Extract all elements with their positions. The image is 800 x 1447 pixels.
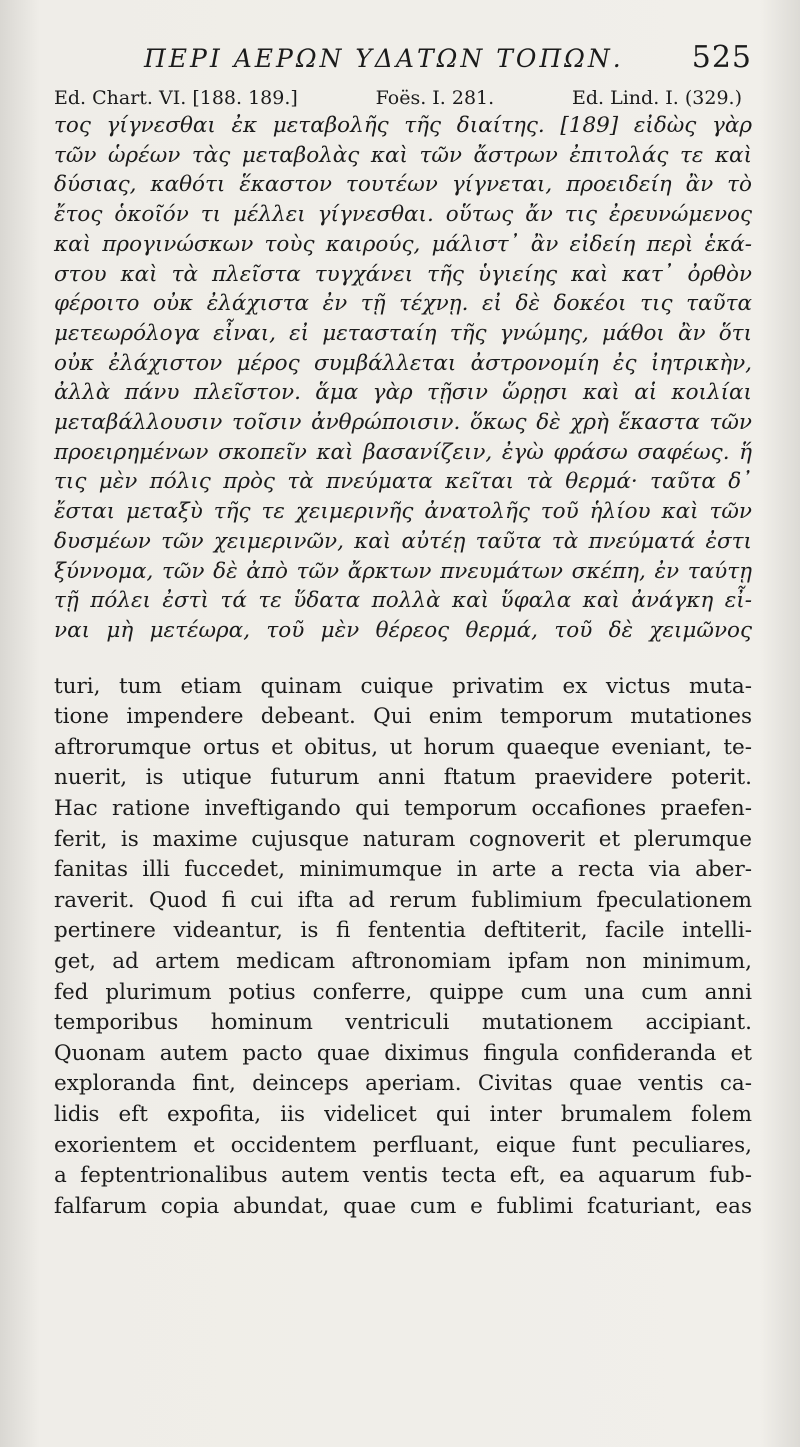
greek-line: προειρημένων σκοπεῖν καὶ βασανίζειν, ἐγὼ φράσω σαφέως. ἥ (54, 439, 752, 465)
latin-line: temporibus hominum ventriculi mutationem accipiant. (54, 1010, 752, 1036)
greek-line: ναι μὴ μετέωρα, τοῦ μὲν θέρεος θερμά, τοῦ δὲ χειμῶνος (54, 617, 752, 643)
latin-line: ferit, is maxime cujusque naturam cognoverit et plerumque (54, 826, 752, 852)
edition-chart: Ed. Chart. VI. [188. 189.] (54, 87, 298, 109)
latin-line: exorientem et occidentem perfluant, eique funt peculiares, (54, 1132, 752, 1158)
greek-line: ἀλλὰ πάνυ πλεῖστον. ἅμα γὰρ τῇσιν ὥρῃσι καὶ αἱ κοιλίαι (54, 380, 752, 406)
latin-line: Quonam autem pacto quae diximus fingula confideranda et (54, 1040, 752, 1066)
latin-line: fanitas illi fuccedet, minimumque in arte a recta via aber- (54, 857, 752, 883)
latin-line: pertinere videantur, is fi fententia deftiterit, facile intelli- (54, 918, 752, 944)
running-title: ΠΕΡΙ ΑΕΡΩΝ ΥΔΑΤΩΝ ΤΟΠΩΝ. (144, 44, 624, 73)
latin-line: exploranda fint, deinceps aperiam. Civitas quae ventis ca- (54, 1071, 752, 1097)
latin-line: raverit. Quod fi cui ifta ad rerum fublimium fpeculationem (54, 887, 752, 913)
running-head (54, 40, 752, 75)
edition-references (54, 87, 752, 109)
greek-line: οὐκ ἐλάχιστον μέρος συμβάλλεται ἀστρονομίη ἐς ἰητρικὴν, (54, 350, 752, 376)
greek-text (54, 111, 752, 646)
greek-line: ἔσται μεταξὺ τῆς τε χειμερινῆς ἀνατολῆς τοῦ ἡλίου καὶ τῶν (54, 499, 752, 525)
greek-line: τῶν ὡρέων τὰς μεταβολὰς καὶ τῶν ἄστρων ἐπιτολάς τε καὶ (54, 142, 752, 168)
greek-line: καὶ προγινώσκων τοὺς καιρούς, μάλιστ᾽ ἂν εἰδείη περὶ ἑκά- (54, 231, 752, 257)
greek-line: τος γίγνεσθαι ἐκ μεταβολῆς τῆς διαίτης. [189] εἰδὼς γὰρ (54, 113, 752, 138)
latin-line: get, ad artem medicam aftronomiam ipfam non minimum, (54, 949, 752, 974)
latin-line: Hac ratione inveftigando qui temporum occafiones praefen- (54, 796, 752, 822)
greek-line: τις μὲν πόλις πρὸς τὰ πνεύματα κεῖται τὰ θερμά· ταῦτα δ᾽ (54, 469, 752, 495)
latin-line: falfarum copia abundat, quae cum e fublimi fcaturiant, eas (54, 1193, 752, 1219)
greek-line: φέροιτο οὐκ ἐλάχιστα ἐν τῇ τέχνῃ. εἰ δὲ δοκέοι τις ταῦτα (54, 291, 752, 317)
latin-line: nuerit, is utique futurum anni ftatum praevidere poterit. (54, 765, 752, 791)
latin-line: aftrorumque ortus et obitus, ut horum quaeque eveniant, te- (54, 734, 752, 760)
edition-foes: Foës. I. 281. (375, 87, 495, 109)
latin-line: lidis eft expofita, iis videlicet qui inter brumalem folem (54, 1101, 752, 1127)
latin-line: turi, tum etiam quinam cuique privatim ex victus muta- (54, 673, 752, 699)
greek-line: ἔτος ὁκοῖόν τι μέλλει γίγνεσθαι. οὕτως ἄν τις ἐρευνώμενος (54, 202, 752, 228)
page-number: 525 (691, 40, 752, 75)
latin-line: tione impendere debeant. Qui enim temporum mutationes (54, 704, 752, 730)
greek-line: δύσιας, καθότι ἕκαστον τουτέων γίγνεται, προειδείη ἂν τὸ (54, 172, 752, 198)
greek-line: τῇ πόλει ἐστὶ τά τε ὕδατα πολλὰ καὶ ὕφαλα καὶ ἀνάγκη εἶ- (54, 588, 752, 614)
latin-translation (54, 672, 752, 1223)
latin-line: a feptentrionalibus autem ventis tecta eft, ea aquarum fub- (54, 1163, 752, 1189)
latin-line: fed plurimum potius conferre, quippe cum una cum anni (54, 979, 752, 1005)
greek-line: μεταβάλλουσιν τοῖσιν ἀνθρώποισιν. ὅκως δὲ χρὴ ἕκαστα τῶν (54, 410, 752, 436)
greek-line: μετεωρόλογα εἶναι, εἰ μετασταίη τῆς γνώμης, μάθοι ἂν ὅτι (54, 320, 752, 346)
greek-line: στου καὶ τὰ πλεῖστα τυγχάνει τῆς ὑγιείης καὶ κατ᾽ ὀρθὸν (54, 261, 752, 287)
greek-line: δυσμέων τῶν χειμερινῶν, καὶ αὐτέῃ ταῦτα τὰ πνεύματά ἐστι (54, 528, 752, 554)
edition-lind: Ed. Lind. I. (329.) (572, 87, 742, 109)
greek-line: ξύννομα, τῶν δὲ ἀπὸ τῶν ἄρκτων πνευμάτων σκέπη, ἐν ταύτῃ (54, 558, 752, 584)
